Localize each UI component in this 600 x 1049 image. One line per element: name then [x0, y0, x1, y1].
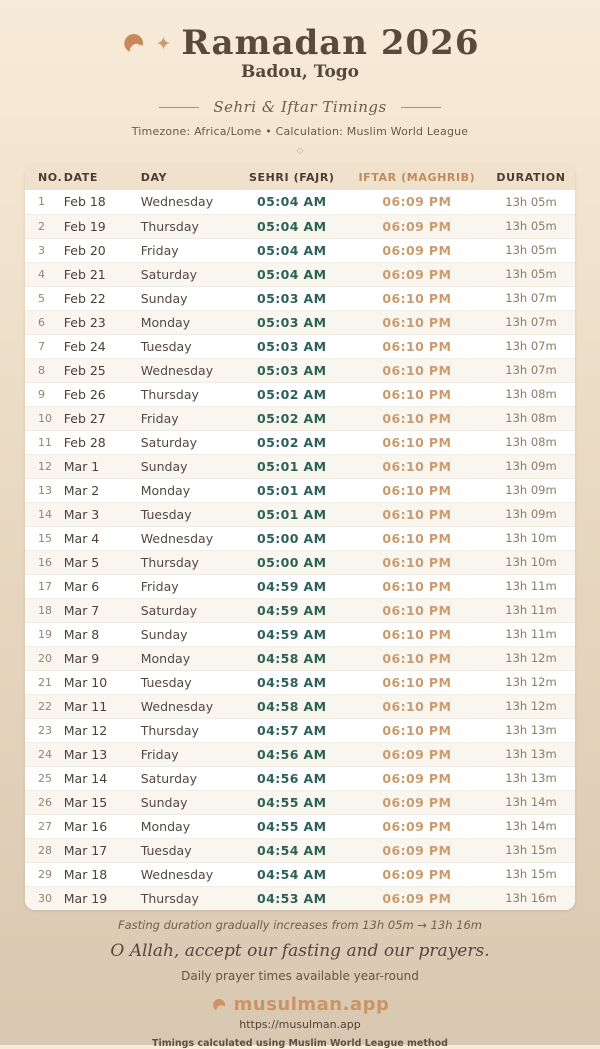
- cell-date: Mar 13: [61, 742, 138, 766]
- cell-iftar: 06:10 PM: [347, 478, 487, 502]
- table-row: [25, 238, 575, 262]
- cell-date: Mar 10: [61, 670, 138, 694]
- cell-iftar: 06:10 PM: [347, 334, 487, 358]
- table-row: [25, 646, 575, 670]
- table-row: [25, 214, 575, 238]
- cell-duration: 13h 14m: [487, 790, 575, 814]
- cell-iftar: 06:09 PM: [347, 262, 487, 286]
- table-row: [25, 670, 575, 694]
- cell-iftar: 06:10 PM: [347, 526, 487, 550]
- table-row: [25, 622, 575, 646]
- cell-iftar: 06:09 PM: [347, 814, 487, 838]
- cell-sehri: 04:58 AM: [237, 694, 347, 718]
- cell-sehri: 05:01 AM: [237, 502, 347, 526]
- cell-sehri: 04:58 AM: [237, 670, 347, 694]
- cell-date: Mar 11: [61, 694, 138, 718]
- cell-iftar: 06:09 PM: [347, 742, 487, 766]
- cell-no: 13: [25, 478, 61, 502]
- cell-date: Feb 27: [61, 406, 138, 430]
- cell-iftar: 06:10 PM: [347, 286, 487, 310]
- cell-date: Feb 23: [61, 310, 138, 334]
- table-row: [25, 886, 575, 910]
- cell-day: Thursday: [138, 214, 237, 238]
- cell-sehri: 05:04 AM: [237, 262, 347, 286]
- cell-iftar: 06:10 PM: [347, 598, 487, 622]
- brand-url: https://musulman.app: [239, 1018, 361, 1031]
- cell-duration: 13h 12m: [487, 646, 575, 670]
- cell-no: 19: [25, 622, 61, 646]
- table-row: [25, 310, 575, 334]
- cell-no: 3: [25, 238, 61, 262]
- cell-day: Saturday: [138, 430, 237, 454]
- brand-name: musulman.app: [233, 994, 390, 1015]
- title-row: [0, 23, 600, 63]
- table-header: [25, 164, 575, 190]
- cell-sehri: 05:03 AM: [237, 286, 347, 310]
- cell-duration: 13h 11m: [487, 622, 575, 646]
- cell-day: Wednesday: [138, 358, 237, 382]
- cell-iftar: 06:09 PM: [347, 886, 487, 910]
- table-row: [25, 334, 575, 358]
- subtitle-label: Sehri & Iftar Timings: [213, 98, 387, 116]
- cell-date: Mar 18: [61, 862, 138, 886]
- cell-duration: 13h 11m: [487, 598, 575, 622]
- cell-no: 14: [25, 502, 61, 526]
- cell-no: 11: [25, 430, 61, 454]
- cell-sehri: 04:56 AM: [237, 742, 347, 766]
- column-header-date: DATE: [61, 164, 138, 190]
- cell-iftar: 06:10 PM: [347, 358, 487, 382]
- cell-iftar: 06:09 PM: [347, 766, 487, 790]
- cell-duration: 13h 08m: [487, 406, 575, 430]
- cell-no: 15: [25, 526, 61, 550]
- cell-date: Mar 8: [61, 622, 138, 646]
- cell-no: 30: [25, 886, 61, 910]
- cell-duration: 13h 05m: [487, 262, 575, 286]
- cell-duration: 13h 15m: [487, 862, 575, 886]
- cell-date: Mar 2: [61, 478, 138, 502]
- divider-line-right: [401, 107, 441, 108]
- cell-no: 17: [25, 574, 61, 598]
- cell-day: Friday: [138, 574, 237, 598]
- cell-duration: 13h 11m: [487, 574, 575, 598]
- cell-date: Mar 4: [61, 526, 138, 550]
- cell-no: 20: [25, 646, 61, 670]
- cell-sehri: 05:04 AM: [237, 238, 347, 262]
- location-label: Badou, Togo: [240, 62, 360, 82]
- availability-note: Daily prayer times available year-round: [181, 969, 419, 983]
- timezone-calculation-meta: Timezone: Africa/Lome • Calculation: Muslim World League: [131, 125, 469, 138]
- cell-day: Sunday: [138, 622, 237, 646]
- cell-sehri: 05:00 AM: [237, 526, 347, 550]
- cell-day: Saturday: [138, 262, 237, 286]
- cell-day: Monday: [138, 646, 237, 670]
- cell-day: Thursday: [138, 886, 237, 910]
- cell-day: Saturday: [138, 598, 237, 622]
- cell-iftar: 06:09 PM: [347, 790, 487, 814]
- cell-duration: 13h 09m: [487, 502, 575, 526]
- cell-iftar: 06:10 PM: [347, 646, 487, 670]
- cell-date: Feb 20: [61, 238, 138, 262]
- cell-no: 21: [25, 670, 61, 694]
- table-row: [25, 838, 575, 862]
- cell-iftar: 06:10 PM: [347, 382, 487, 406]
- timetable-body: [25, 190, 575, 910]
- cell-sehri: 05:01 AM: [237, 478, 347, 502]
- cell-sehri: 05:02 AM: [237, 406, 347, 430]
- cell-sehri: 04:59 AM: [237, 598, 347, 622]
- cell-duration: 13h 12m: [487, 694, 575, 718]
- cell-date: Mar 1: [61, 454, 138, 478]
- cell-date: Mar 17: [61, 838, 138, 862]
- cell-iftar: 06:10 PM: [347, 406, 487, 430]
- cell-day: Wednesday: [138, 694, 237, 718]
- cell-no: 8: [25, 358, 61, 382]
- report-footer: [0, 918, 600, 1049]
- cell-sehri: 05:03 AM: [237, 334, 347, 358]
- cell-day: Friday: [138, 742, 237, 766]
- cell-iftar: 06:10 PM: [347, 310, 487, 334]
- cell-day: Sunday: [138, 454, 237, 478]
- cell-iftar: 06:10 PM: [347, 550, 487, 574]
- timings-table: [25, 164, 575, 910]
- cell-sehri: 05:04 AM: [257, 194, 327, 210]
- timings-table-container: [25, 164, 575, 910]
- cell-day: Sunday: [138, 286, 237, 310]
- table-header-row: [25, 164, 575, 190]
- cell-iftar: 06:10 PM: [347, 718, 487, 742]
- cell-duration: 13h 09m: [487, 478, 575, 502]
- cell-sehri: 04:54 AM: [237, 838, 347, 862]
- table-row: [25, 406, 575, 430]
- cell-sehri: 04:55 AM: [237, 814, 347, 838]
- table-row: [25, 454, 575, 478]
- cell-no: 24: [25, 742, 61, 766]
- cell-date: Feb 18: [63, 194, 106, 210]
- cell-duration: 13h 07m: [487, 334, 575, 358]
- table-row: [25, 718, 575, 742]
- cell-date: Mar 3: [61, 502, 138, 526]
- calculation-method-note: Timings calculated using Muslim World League method: [152, 1038, 448, 1049]
- cell-duration: 13h 07m: [487, 286, 575, 310]
- cell-date: Mar 16: [61, 814, 138, 838]
- cell-duration: 13h 15m: [487, 838, 575, 862]
- cell-duration: 13h 07m: [487, 310, 575, 334]
- crescent-moon-icon: [121, 31, 146, 56]
- cell-sehri: 05:03 AM: [237, 310, 347, 334]
- cell-no: 6: [25, 310, 61, 334]
- table-row: [25, 550, 575, 574]
- cell-duration: 13h 10m: [487, 526, 575, 550]
- cell-duration: 13h 12m: [487, 670, 575, 694]
- cell-iftar: 06:10 PM: [347, 574, 487, 598]
- column-header-duration: DURATION: [487, 164, 575, 190]
- cell-day: Thursday: [138, 382, 237, 406]
- cell-sehri: 05:03 AM: [237, 358, 347, 382]
- cell-iftar: 06:10 PM: [347, 694, 487, 718]
- cell-day: Saturday: [138, 766, 237, 790]
- cell-duration: 13h 08m: [487, 382, 575, 406]
- table-row: [25, 478, 575, 502]
- column-header-iftar: IFTAR (MAGHRIB): [347, 164, 487, 190]
- cell-iftar: 06:10 PM: [347, 454, 487, 478]
- table-row: [25, 790, 575, 814]
- cell-day: Friday: [138, 238, 237, 262]
- cell-sehri: 04:54 AM: [237, 862, 347, 886]
- divider-line-left: [159, 107, 199, 108]
- cell-date: Feb 22: [61, 286, 138, 310]
- cell-no: 26: [25, 790, 61, 814]
- cell-day: Thursday: [138, 718, 237, 742]
- cell-duration: 13h 13m: [487, 718, 575, 742]
- cell-sehri: 04:59 AM: [237, 622, 347, 646]
- cell-day: Monday: [138, 814, 237, 838]
- cell-day: Wednesday: [138, 526, 237, 550]
- cell-date: Mar 15: [61, 790, 138, 814]
- table-row: [25, 742, 575, 766]
- cell-sehri: 05:04 AM: [237, 214, 347, 238]
- cell-day: Tuesday: [138, 838, 237, 862]
- cell-sehri: 04:55 AM: [237, 790, 347, 814]
- cell-day: Wednesday: [138, 862, 237, 886]
- brand-crescent-icon: [211, 997, 227, 1013]
- table-row: [25, 862, 575, 886]
- cell-duration: 13h 13m: [487, 766, 575, 790]
- cell-date: Feb 21: [61, 262, 138, 286]
- cell-sehri: 05:02 AM: [237, 430, 347, 454]
- cell-no: 22: [25, 694, 61, 718]
- cell-no: 4: [25, 262, 61, 286]
- cell-no: 12: [25, 454, 61, 478]
- cell-no: 27: [25, 814, 61, 838]
- cell-no: 23: [25, 718, 61, 742]
- cell-sehri: 05:01 AM: [237, 454, 347, 478]
- dua-text: O Allah, accept our fasting and our prayers.: [110, 941, 490, 961]
- cell-duration: 13h 14m: [487, 814, 575, 838]
- table-row: [25, 766, 575, 790]
- sparkle-icon: ✦: [155, 32, 172, 55]
- cell-no: 29: [25, 862, 61, 886]
- table-row: [25, 502, 575, 526]
- cell-duration: 13h 07m: [487, 358, 575, 382]
- cell-date: Feb 28: [61, 430, 138, 454]
- cell-date: Feb 26: [61, 382, 138, 406]
- brand-row: [0, 994, 600, 1015]
- cell-duration: 13h 16m: [487, 886, 575, 910]
- cell-day: Tuesday: [138, 334, 237, 358]
- table-row: [25, 526, 575, 550]
- table-row: [25, 574, 575, 598]
- cell-iftar: 06:09 PM: [347, 214, 487, 238]
- cell-no: 1: [38, 195, 45, 209]
- table-row: [25, 814, 575, 838]
- cell-iftar: 06:10 PM: [347, 670, 487, 694]
- cell-date: Feb 24: [61, 334, 138, 358]
- table-row: [25, 430, 575, 454]
- page-title: Ramadan 2026: [181, 23, 480, 63]
- cell-date: Mar 6: [61, 574, 138, 598]
- cell-duration: 13h 05m: [505, 194, 557, 209]
- table-row: [25, 694, 575, 718]
- cell-day: Monday: [138, 310, 237, 334]
- cell-date: Mar 9: [61, 646, 138, 670]
- cell-iftar: 06:09 PM: [347, 838, 487, 862]
- cell-day: Wednesday: [140, 194, 214, 210]
- fasting-duration-note: Fasting duration gradually increases from 13h 05m → 13h 16m: [117, 918, 483, 932]
- cell-no: 2: [25, 214, 61, 238]
- cell-day: Friday: [138, 406, 237, 430]
- cell-iftar: 06:10 PM: [347, 430, 487, 454]
- table-row: [25, 598, 575, 622]
- cell-sehri: 05:00 AM: [237, 550, 347, 574]
- cell-day: Sunday: [138, 790, 237, 814]
- cell-duration: 13h 10m: [487, 550, 575, 574]
- table-row: [25, 382, 575, 406]
- cell-date: Mar 5: [61, 550, 138, 574]
- cell-sehri: 04:56 AM: [237, 766, 347, 790]
- cell-iftar: 06:10 PM: [347, 502, 487, 526]
- cell-sehri: 05:02 AM: [237, 382, 347, 406]
- cell-day: Tuesday: [138, 670, 237, 694]
- cell-date: Mar 7: [61, 598, 138, 622]
- cell-no: 25: [25, 766, 61, 790]
- cell-iftar: 06:09 PM: [347, 862, 487, 886]
- column-header-day: DAY: [138, 164, 237, 190]
- table-row: [25, 190, 575, 214]
- cell-date: Mar 14: [61, 766, 138, 790]
- cell-iftar: 06:10 PM: [347, 622, 487, 646]
- diamond-ornament-icon: ◇: [296, 146, 304, 156]
- cell-iftar: 06:09 PM: [347, 238, 487, 262]
- subtitle-row: [0, 98, 600, 116]
- cell-no: 10: [25, 406, 61, 430]
- column-header-no: NO.: [25, 164, 61, 190]
- cell-no: 9: [25, 382, 61, 406]
- cell-sehri: 04:57 AM: [237, 718, 347, 742]
- cell-day: Thursday: [138, 550, 237, 574]
- table-row: [25, 262, 575, 286]
- cell-day: Monday: [138, 478, 237, 502]
- cell-sehri: 04:58 AM: [237, 646, 347, 670]
- cell-no: 28: [25, 838, 61, 862]
- cell-no: 18: [25, 598, 61, 622]
- cell-no: 5: [25, 286, 61, 310]
- cell-date: Mar 19: [61, 886, 138, 910]
- cell-date: Mar 12: [61, 718, 138, 742]
- cell-iftar: 06:09 PM: [382, 194, 452, 210]
- cell-duration: 13h 08m: [487, 430, 575, 454]
- column-header-sehri: SEHRI (FAJR): [237, 164, 347, 190]
- table-row: [25, 286, 575, 310]
- cell-duration: 13h 05m: [487, 238, 575, 262]
- cell-sehri: 04:59 AM: [237, 574, 347, 598]
- cell-date: Feb 25: [61, 358, 138, 382]
- cell-day: Tuesday: [138, 502, 237, 526]
- table-row: [25, 358, 575, 382]
- cell-no: 16: [25, 550, 61, 574]
- cell-date: Feb 19: [61, 214, 138, 238]
- cell-duration: 13h 13m: [487, 742, 575, 766]
- cell-sehri: 04:53 AM: [237, 886, 347, 910]
- report-header: [0, 0, 600, 156]
- cell-no: 7: [25, 334, 61, 358]
- cell-duration: 13h 05m: [487, 214, 575, 238]
- cell-duration: 13h 09m: [487, 454, 575, 478]
